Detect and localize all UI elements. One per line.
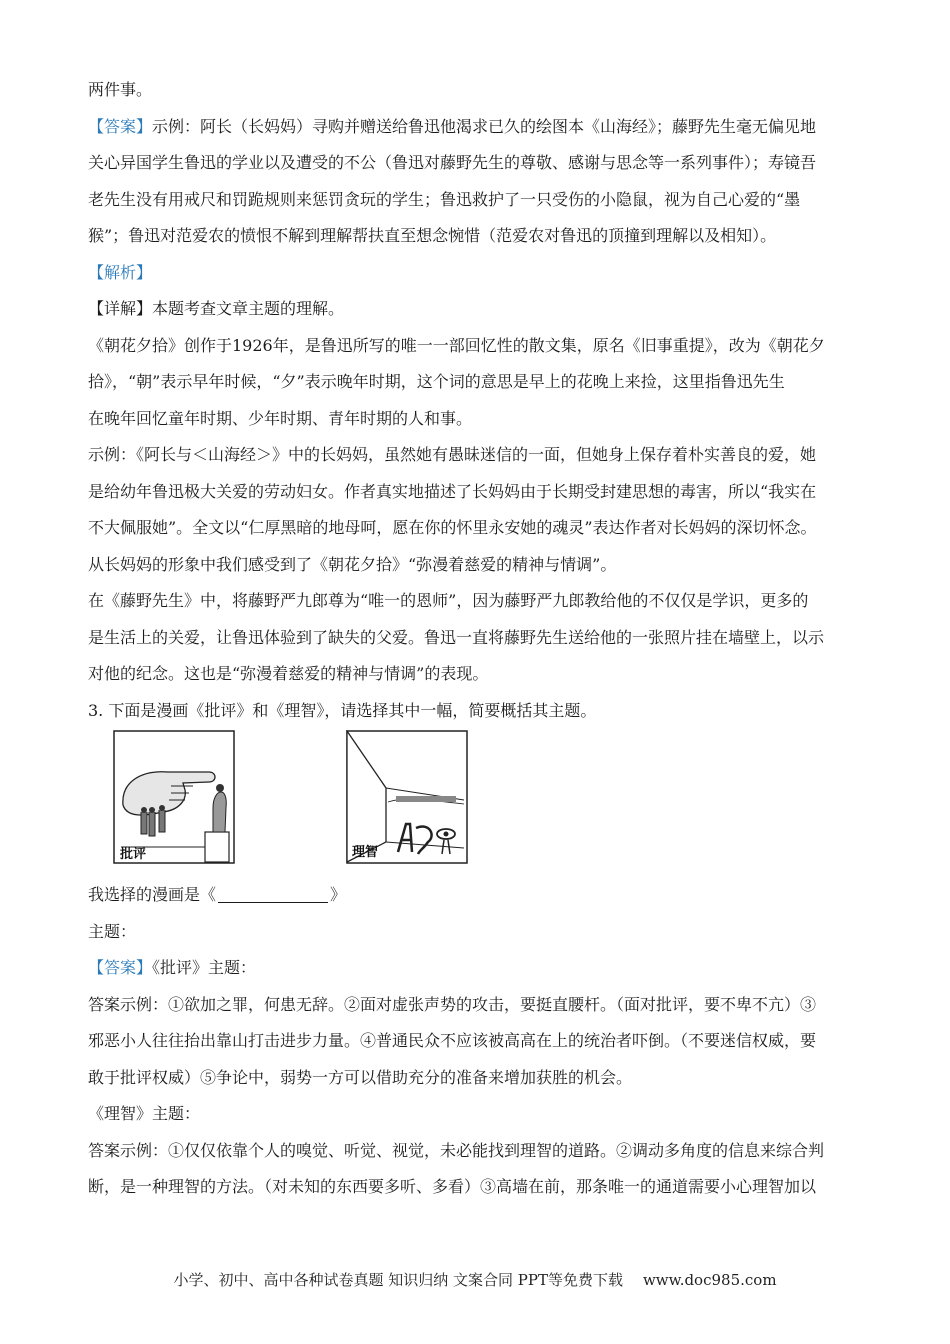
analysis-tag: 【解析】 <box>88 262 153 282</box>
question-3: 3. 下面是漫画《批评》和《理智》，请选择其中一幅，简要概括其主题。 <box>88 700 597 720</box>
text-line: 猴”；鲁迅对范爱农的愤恨不解到理解帮扶直至想念惋惜（范爱农对鲁迅的顶撞到理解以及相知）。 <box>88 226 777 245</box>
text-line: 敢于批评权威）⑤争论中，弱势一方可以借助充分的准备来增加获胜的机会。 <box>88 1067 633 1087</box>
text-line: 《朝花夕拾》创作于1926年，是鲁迅所写的唯一一部回忆性的散文集，原名《旧事重提》，改为《朝花夕 <box>88 335 825 355</box>
text-line: 拾》，“朝”表示早年时候，“夕”表示晚年时期，这个词的意思是早上的花晚上来捡，这里指鲁迅先生 <box>88 372 785 391</box>
text-line: 邪恶小人往往抬出靠山打击进步力量。④普通民众不应该被高高在上的统治者吓倒。（不要迷信权威，要 <box>88 1031 817 1050</box>
text-line: 断，是一种理智的方法。（对未知的东西要多听、多看）③高墙在前，那条唯一的通道需要小心理智加以 <box>88 1177 817 1196</box>
text-line: 关心异国学生鲁迅的学业以及遭受的不公（鲁迅对藤野先生的尊敬、感谢与思念等一系列事件）；寿镜吾 <box>88 153 817 172</box>
text-line: 【详解】本题考查文章主题的理解。 <box>88 299 345 318</box>
cartoon-criticism <box>113 730 235 864</box>
text-line: 在晚年回忆童年时期、少年时期、青年时期的人和事。 <box>88 408 473 428</box>
caption-reason: 理智 <box>352 845 379 860</box>
text-line: 主题： <box>88 921 137 941</box>
text-line: 老先生没有用戒尺和罚跪规则来惩罚贪玩的学生；鲁迅救护了一只受伤的小隐鼠，视为自己心爱的“墨 <box>88 189 801 209</box>
footer-text: 小学、初中、高中各种试卷真题 知识归纳 文案合同 PPT等免费下载 <box>173 1271 623 1289</box>
answer-block-q2 <box>88 72 868 729</box>
text-line: 两件事。 <box>88 80 153 99</box>
text-line: 【答案】《批评》主题： <box>88 958 257 977</box>
text-line: 答案示例：①欲加之罪，何患无辞。②面对虚张声势的攻击，要挺直腰杆。（面对批评，要不卑不亢）③ <box>88 994 817 1014</box>
text-line: 示例：《阿长与＜山海经＞》中的长妈妈，虽然她有愚昧迷信的一面，但她身上保存着朴实善良的爱，她 <box>88 445 817 464</box>
answer-blank <box>218 884 328 903</box>
text-line: 【答案】示例：阿长（长妈妈）寻购并赠送给鲁迅他渴求已久的绘图本《山海经》；藤野先生毫无偏见地 <box>88 116 817 136</box>
caption-criticism: 批评 <box>120 847 147 862</box>
choice-line: 我选择的漫画是《 》 <box>88 885 347 904</box>
text-line: 《理智》主题： <box>88 1104 201 1123</box>
footer-url[interactable]: www.doc985.com <box>642 1271 777 1289</box>
answer-tag: 【答案】 <box>88 958 153 977</box>
text-line: 不大佩服她”。全文以“仁厚黑暗的地母呵，愿在你的怀里永安她的魂灵”表达作者对长妈妈的深切怀念。 <box>88 518 817 537</box>
answer-tag: 【答案】 <box>88 116 153 136</box>
answer-block-q3 <box>88 877 868 1206</box>
text-line: 是生活上的关爱，让鲁迅体验到了缺失的父爱。鲁迅一直将藤野先生送给他的一张照片挂在墙壁上，以示 <box>88 627 825 647</box>
text-line: 在《藤野先生》中，将藤野严九郎尊为“唯一的恩师”，因为藤野严九郎教给他的不仅仅是学识，更多的 <box>88 591 809 610</box>
text-line: 答案示例：①仅仅依靠个人的嗅觉、听觉、视觉，未必能找到理智的道路。②调动多角度的信息来综合判 <box>88 1140 825 1160</box>
text-line: 对他的纪念。这也是“弥漫着慈爱的精神与情调”的表现。 <box>88 664 489 683</box>
page-footer <box>0 1269 950 1290</box>
cartoon-reason <box>346 730 468 864</box>
text-line: 是给幼年鲁迅极大关爱的劳动妇女。作者真实地描述了长妈妈由于长期受封建思想的毒害，所以“我实在 <box>88 481 817 501</box>
text-line: 从长妈妈的形象中我们感受到了《朝花夕拾》“弥漫着慈爱的精神与情调”。 <box>88 554 617 574</box>
